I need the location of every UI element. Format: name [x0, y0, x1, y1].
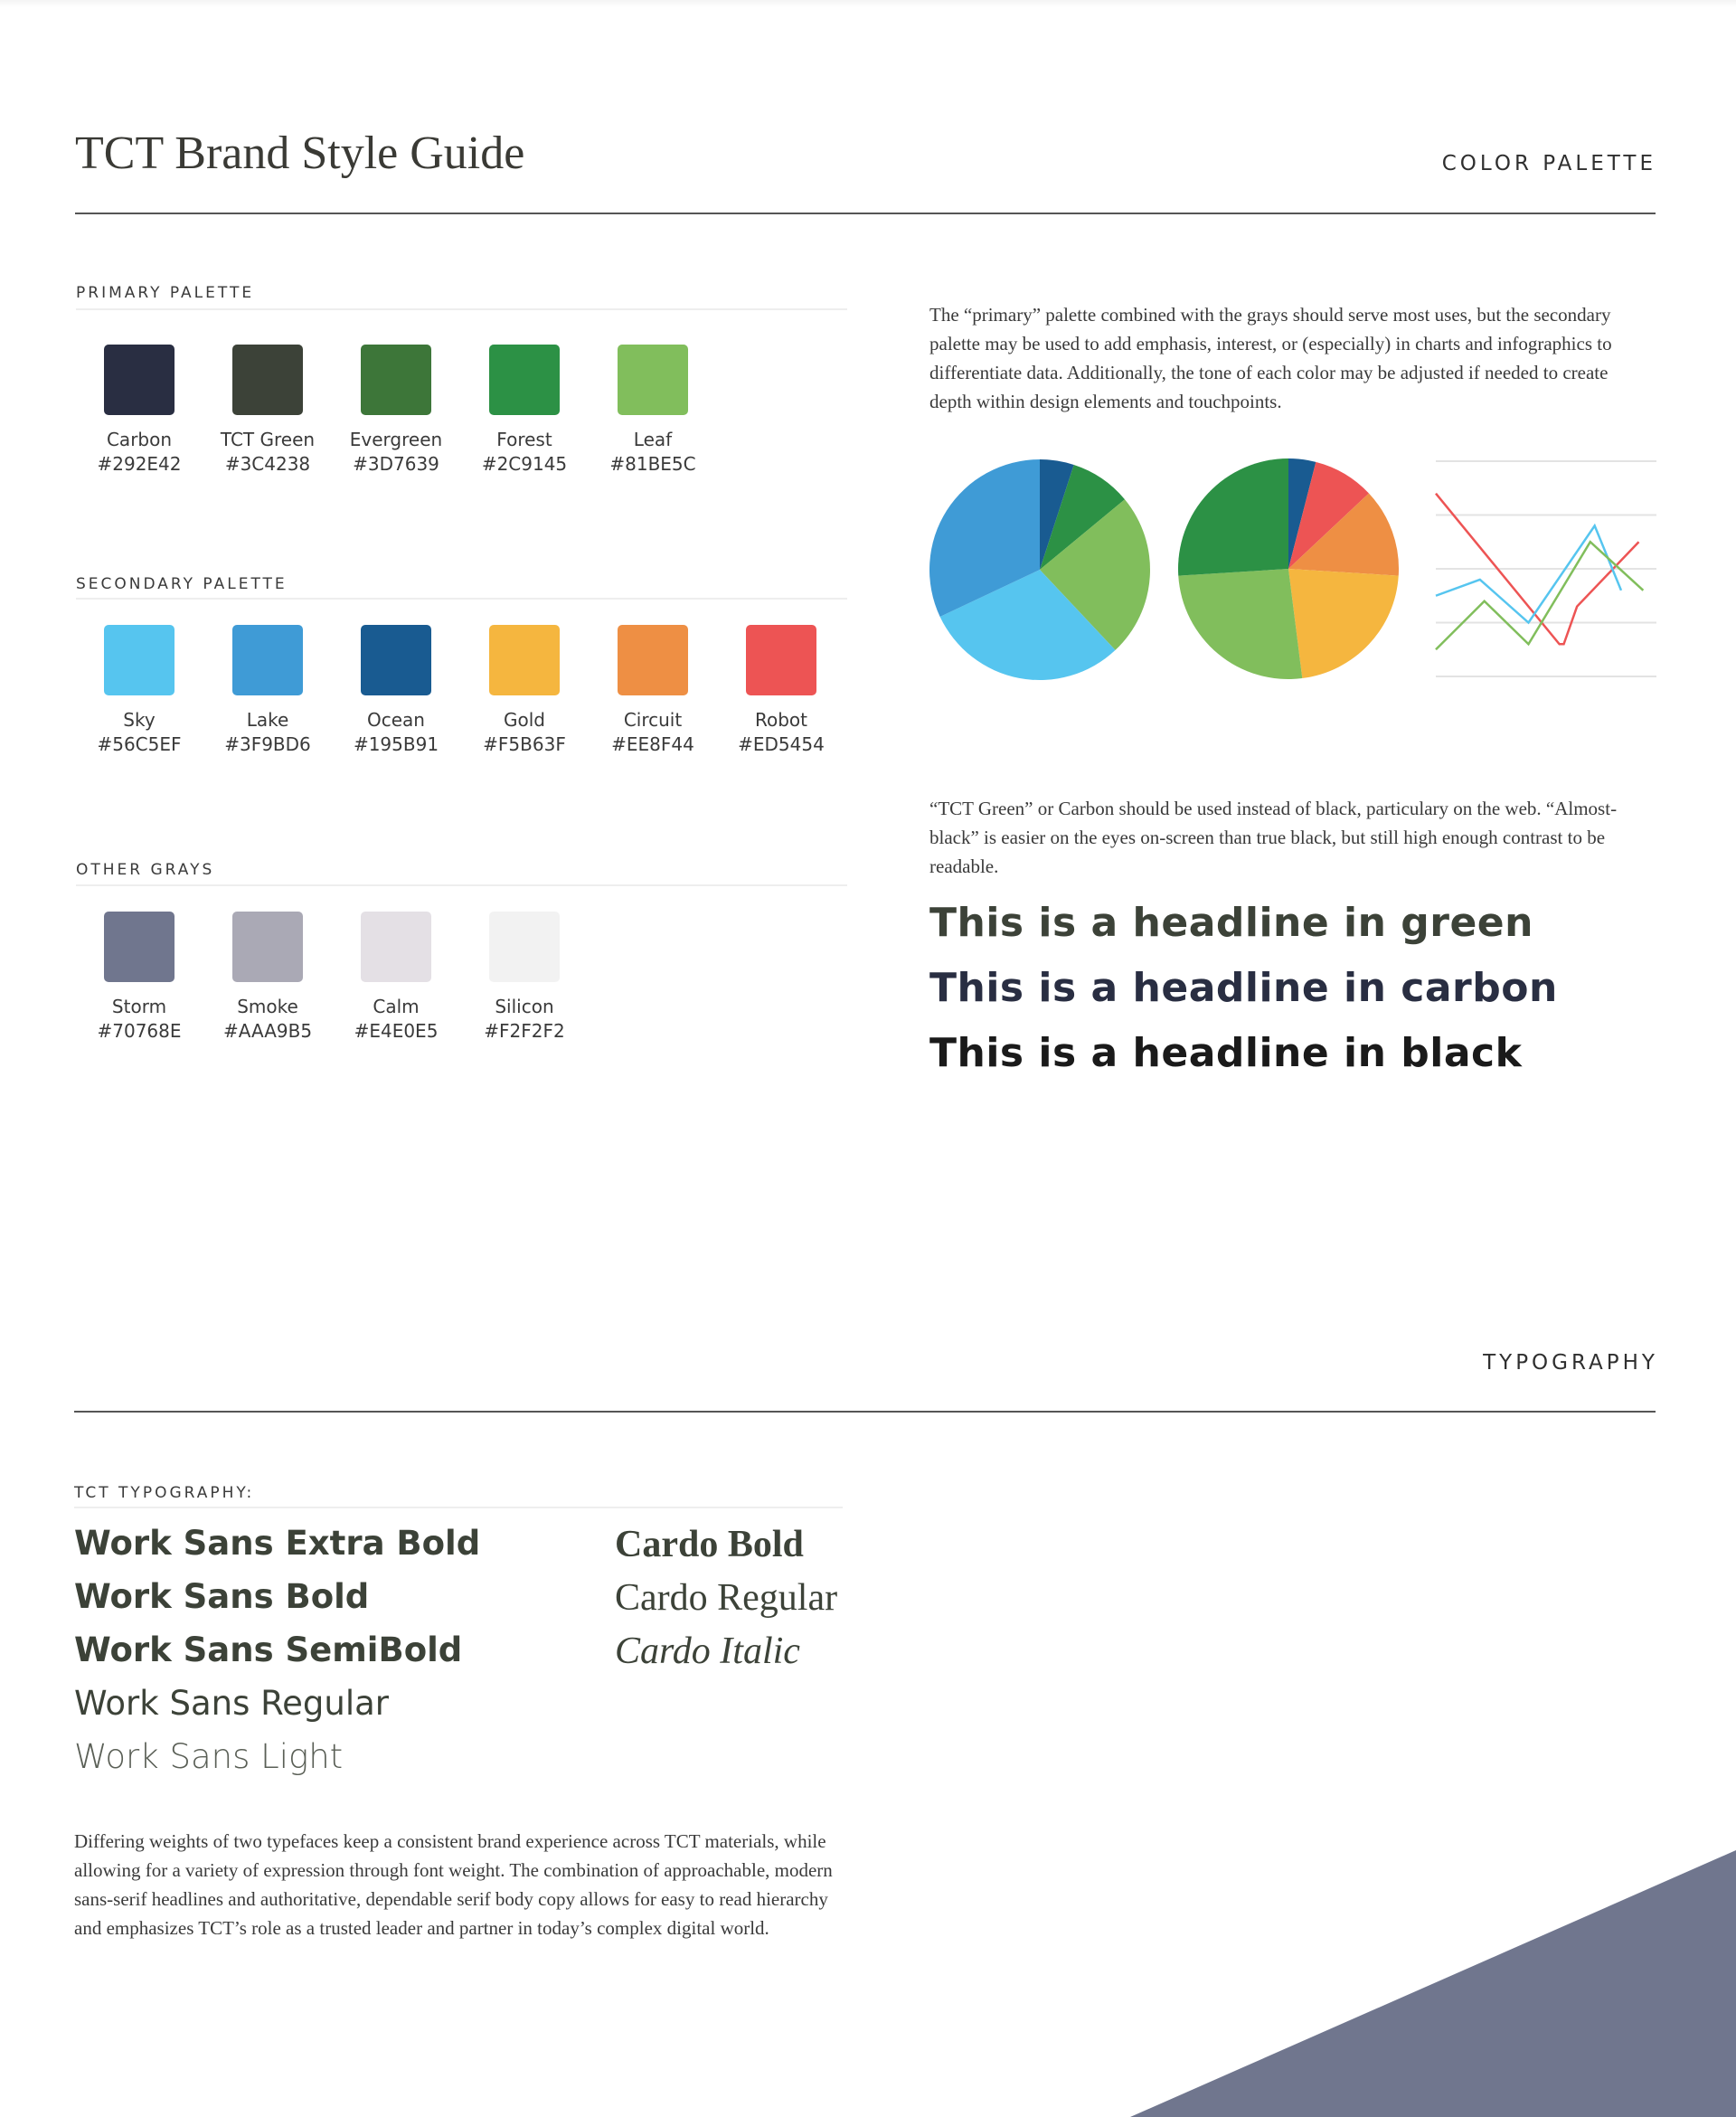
- section-heading-color-palette: COLOR PALETTE: [1441, 152, 1656, 175]
- sans-type-samples: [74, 1517, 480, 1783]
- swatch-hex: #2C9145: [481, 453, 568, 475]
- swatch-forest: [460, 345, 589, 477]
- swatch-storm: [75, 912, 203, 1044]
- swatch-sky: [75, 625, 203, 757]
- headline-carbon: This is a headline in carbon: [929, 965, 1558, 1011]
- swatch-name: Carbon: [106, 429, 173, 450]
- typography-description: Differing weights of two typefaces keep a consistent brand experience across TCT materials, while allowing for a variety of expression through font weight. The combination of approachable, modern sans-serif headlines and authoritative, dependable serif body copy allows for easy to read hierarchy and emphasizes TCT’s role as a trusted leader and partner in today’s complex digital world.: [74, 1830, 833, 1939]
- swatch-hex: #195B91: [353, 733, 439, 755]
- swatch-hex: #81BE5C: [609, 453, 696, 475]
- swatch-silicon: [460, 912, 589, 1044]
- headline-green: This is a headline in green: [929, 900, 1533, 946]
- black-usage-note: “TCT Green” or Carbon should be used instead of black, particulary on the web. “Almost-black” is easier on the eyes on-screen than true black, but still high enough contrast to be readable.: [929, 798, 1618, 877]
- swatch-tct-green: [203, 345, 332, 477]
- headline-samples: [929, 891, 1558, 1086]
- headline-black: This is a headline in black: [929, 1030, 1523, 1076]
- color-chip: [618, 345, 688, 415]
- type-sample-extra-bold: Work Sans Extra Bold: [74, 1524, 481, 1563]
- type-sample-light: Work Sans Light: [74, 1737, 344, 1776]
- line-chart: [1436, 461, 1656, 676]
- swatch-hex: #F2F2F2: [484, 1020, 565, 1042]
- swatch-gold: [460, 625, 589, 757]
- color-chip: [104, 345, 175, 415]
- swatch-name: TCT Green: [220, 429, 316, 450]
- typography-divider: [74, 1411, 1656, 1413]
- tct-typography-label: TCT TYPOGRAPHY:: [74, 1484, 255, 1502]
- swatch-name: Silicon: [495, 996, 554, 1017]
- primary-swatches: [75, 345, 717, 477]
- swatch-hex: #56C5EF: [97, 733, 182, 755]
- color-chip: [489, 912, 560, 982]
- color-chip: [232, 912, 303, 982]
- color-chip: [489, 345, 560, 415]
- section-heading-typography: TYPOGRAPHY: [1483, 1351, 1658, 1375]
- type-sample-cardo-italic: Cardo Italic: [615, 1630, 800, 1672]
- swatch-carbon: [75, 345, 203, 477]
- type-sample-cardo-regular: Cardo Regular: [615, 1577, 838, 1619]
- swatch-name: Calm: [373, 996, 420, 1017]
- palette-charts: [922, 452, 1664, 696]
- swatch-name: Circuit: [623, 709, 683, 731]
- swatch-name: Smoke: [237, 996, 298, 1017]
- swatch-leaf: [589, 345, 717, 477]
- type-sample-cardo-bold: Cardo Bold: [615, 1524, 804, 1565]
- swatch-name: Sky: [123, 709, 156, 731]
- type-sample-bold: Work Sans Bold: [74, 1577, 370, 1616]
- pie-slice-5: [1178, 569, 1302, 679]
- swatch-hex: #EE8F44: [611, 733, 694, 755]
- primary-palette-label: PRIMARY PALETTE: [76, 284, 255, 302]
- color-chip: [361, 912, 431, 982]
- secondary-palette-divider: [76, 598, 847, 600]
- header-divider: [75, 213, 1656, 214]
- swatch-hex: #AAA9B5: [222, 1020, 313, 1042]
- color-chip: [104, 912, 175, 982]
- swatch-name: Gold: [504, 709, 545, 731]
- serif-type-samples: [615, 1518, 837, 1678]
- other-grays-divider: [76, 884, 847, 886]
- page-title: TCT Brand Style Guide: [75, 128, 525, 179]
- swatch-ocean: [332, 625, 460, 757]
- swatch-smoke: [203, 912, 332, 1044]
- color-chip: [746, 625, 816, 695]
- type-sample-regular: Work Sans Regular: [74, 1684, 390, 1723]
- corner-triangle-shape: [1130, 1850, 1736, 2117]
- secondary-palette-label: SECONDARY PALETTE: [76, 575, 288, 593]
- swatch-hex: #70768E: [97, 1020, 182, 1042]
- type-sample-semibold: Work Sans SemiBold: [74, 1630, 463, 1669]
- swatch-hex: #3C4238: [224, 453, 311, 475]
- palette-intro-text: The “primary” palette combined with the grays should serve most uses, but the secondary palette may be used to add emphasis, interest, or (especially) in charts and infographics to differentiate data. Additionally, the tone of each color may be adjusted if needed to create depth within design elements and touchpoints.: [929, 304, 1612, 412]
- other-grays-label: OTHER GRAYS: [76, 861, 215, 879]
- swatch-name: Evergreen: [349, 429, 443, 450]
- pie-chart-1: [929, 459, 1150, 680]
- tct-typography-rule: [74, 1507, 843, 1508]
- color-chip: [361, 625, 431, 695]
- pie-slice-4: [1288, 569, 1399, 678]
- color-chip: [361, 345, 431, 415]
- swatch-hex: #292E42: [97, 453, 182, 475]
- swatch-circuit: [589, 625, 717, 757]
- swatch-name: Forest: [496, 429, 552, 450]
- swatch-hex: #3D7639: [353, 453, 439, 475]
- primary-palette-divider: [76, 308, 847, 310]
- color-chip: [489, 625, 560, 695]
- swatch-evergreen: [332, 345, 460, 477]
- pie-chart-2: [1178, 458, 1399, 679]
- swatch-name: Lake: [246, 709, 289, 731]
- swatch-name: Ocean: [367, 709, 425, 731]
- pie-slice-6: [1178, 458, 1288, 576]
- swatch-calm: [332, 912, 460, 1044]
- swatch-name: Leaf: [633, 429, 673, 450]
- swatch-name: Storm: [111, 996, 167, 1017]
- swatch-lake: [203, 625, 332, 757]
- top-shadow: [0, 0, 1736, 7]
- swatch-hex: #F5B63F: [483, 733, 566, 755]
- swatch-hex: #E4E0E5: [354, 1020, 439, 1042]
- line-series-3: [1436, 542, 1643, 649]
- color-chip: [232, 345, 303, 415]
- secondary-swatches: [75, 625, 845, 757]
- color-chip: [232, 625, 303, 695]
- color-chip: [618, 625, 688, 695]
- gray-swatches: [75, 912, 589, 1044]
- color-chip: [104, 625, 175, 695]
- swatch-robot: [717, 625, 845, 757]
- swatch-name: Robot: [754, 709, 807, 731]
- swatch-hex: #ED5454: [738, 733, 825, 755]
- swatch-hex: #3F9BD6: [224, 733, 311, 755]
